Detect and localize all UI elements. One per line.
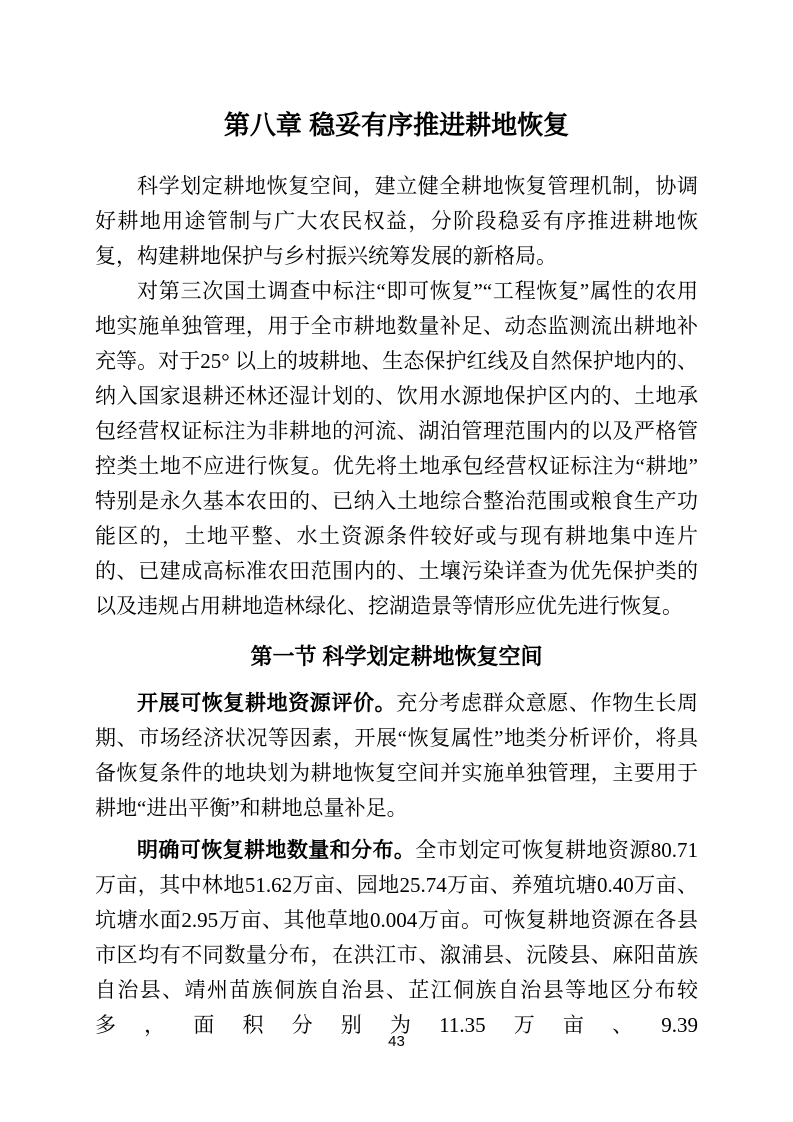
section-paragraph-1 xyxy=(95,686,698,826)
intro-paragraph-2: 对第三次国土调查中标注“即可恢复”“工程恢复”属性的农用地实施单独管理，用于全市耕地数量补足、动态监测流出耕地补充等。对于25° 以上的坡耕地、生态保护红线及自然保护地内的、纳入国家退耕还林还湿计划的、饮用水源地保护区内的、土地承包经营权证标注为非耕地的河流、湖泊管理范围内的以及严格管控类土地不应进行恢复。优先将土地承包经营权证标注为“耕地”特别是永久基本农田的、已纳入土地综合整治范围或粮食生产功能区的，土地平整、水土资源条件较好或与现有耕地集中连片的、已建成高标准农田范围内的、土壤污染详查为优先保护类的以及违规占用耕地造林绿化、挖湖造景等情形应优先进行恢复。 xyxy=(95,279,698,618)
paragraph-text: 充分考虑群众意愿、作物生长周期、市场经济状况等因素，开展“恢复属性”地类分析评价，将具备恢复条件的地块划为耕地恢复空间并实施单独管理，主要用于耕地“进出平衡”和耕地总量补足。 xyxy=(95,691,699,820)
chapter-title: 第八章 稳妥有序推进耕地恢复 xyxy=(223,110,570,140)
paragraph-lead: 明确可恢复耕地数量和分布。 xyxy=(137,839,416,862)
intro-paragraph-1: 科学划定耕地恢复空间，建立健全耕地恢复管理机制，协调好耕地用途管制与广大农民权益，分阶段稳妥有序推进耕地恢复，构建耕地保护与乡村振兴统筹发展的新格局。 xyxy=(95,174,698,268)
document-body xyxy=(95,169,698,1043)
paragraph-lead: 开展可恢复耕地资源评价。 xyxy=(137,692,397,715)
paragraph-text: 全市划定可恢复耕地资源80.71万亩，其中林地51.62万亩、园地25.74万亩、养殖坑塘0.40万亩、坑塘水面2.95万亩、其他草地0.004万亩。可恢复耕地资源在各县市区均有不同数量分布，在洪江市、溆浦县、沅陵县、麻阳苗族自治县、靖州苗族侗族自治县、芷江侗族自治县等地区分布较多，面积分别为11.35万亩、9.39 xyxy=(95,838,698,1037)
page-number: 43 xyxy=(388,1033,405,1050)
section-title: 第一节 科学划定耕地恢复空间 xyxy=(250,644,543,669)
section-paragraph-2 xyxy=(95,833,698,1043)
